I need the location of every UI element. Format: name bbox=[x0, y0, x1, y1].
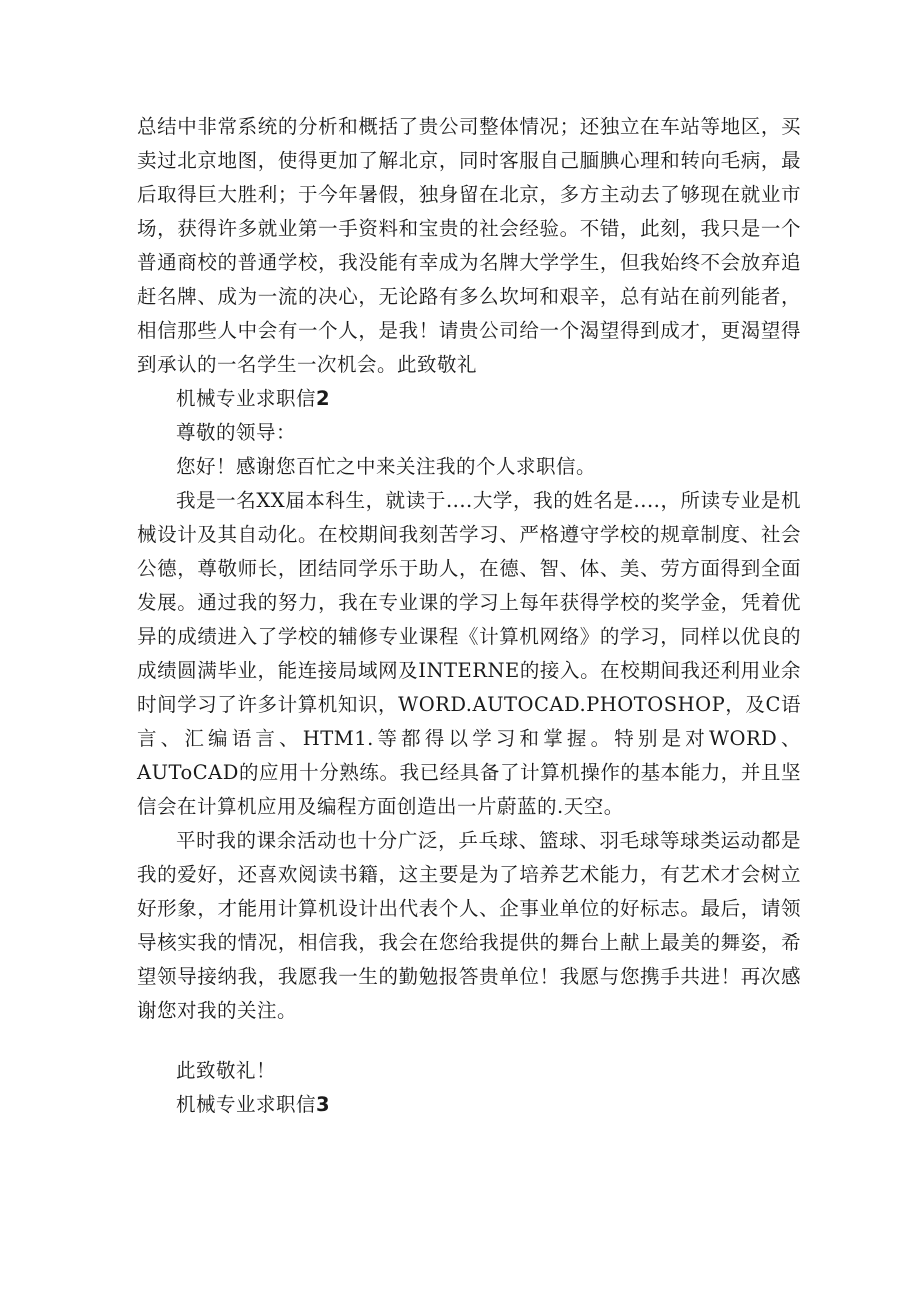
closing-line: 此致敬礼！ bbox=[176, 1059, 277, 1082]
body-paragraph-2: 平时我的课余活动也十分广泛，乒乓球、篮球、羽毛球等球类运动都是我的爱好，还喜欢阅读书籍，这主要是为了培养艺术能力，有艺术才会树立好形象，才能用计算机设计出代表个人、企事业单位的好标志。最后，请领导核实我的情况，相信我，我会在您给我提供的舞台上献上最美的舞姿，希望领导接纳我，我愿我一生的勤勉报答贵单位！我愿与您携手共进！再次感谢您对我的关注。 bbox=[137, 829, 801, 1022]
heading-2-number: 2 bbox=[316, 387, 331, 410]
letter-heading-2 bbox=[137, 382, 801, 416]
greeting: 您好！感谢您百忙之中来关注我的个人求职信。 bbox=[176, 455, 597, 478]
heading-2-text: 机械专业求职信 bbox=[176, 387, 317, 410]
heading-3-text: 机械专业求职信 bbox=[176, 1093, 317, 1116]
salutation: 尊敬的领导： bbox=[176, 421, 297, 444]
document-page bbox=[137, 110, 801, 1122]
intro-paragraph: 总结中非常系统的分析和概括了贵公司整体情况；还独立在车站等地区，买卖过北京地图，使得更加了解北京，同时客服自己腼腆心理和转向毛病，最后取得巨大胜利；于今年暑假，独身留在北京，多方主动去了够现在就业市场，获得许多就业第一手资料和宝贵的社会经验。不错，此刻，我只是一个普通商校的普通学校，我没能有幸成为名牌大学学生，但我始终不会放弃追赶名牌、成为一流的决心，无论路有多么坎坷和艰辛，总有站在前列能者，相信那些人中会有一个人，是我！请贵公司给一个渴望得到成才，更渴望得到承认的一名学生一次机会。此致敬礼 bbox=[137, 115, 801, 376]
body-paragraph-1: 我是一名XX届本科生，就读于....大学，我的姓名是....，所读专业是机械设计及其自动化。在校期间我刻苦学习、严格遵守学校的规章制度、社会公德，尊敬师长，团结同学乐于助人，在德、智、体、美、劳方面得到全面发展。通过我的努力，我在专业课的学习上每年获得学校的奖学金，凭着优异的成绩进入了学校的辅修专业课程《计算机网络》的学习，同样以优良的成绩圆满毕业，能连接局域网及INTERNE的接入。在校期间我还利用业余时间学习了许多计算机知识，WORD.AUTOCAD.PHOTOSHOP，及C语言、汇编语言、HTM1.等都得以学习和掌握。特别是对WORD、AUToCAD的应用十分熟练。我已经具备了计算机操作的基本能力，并且坚信会在计算机应用及编程方面创造出一片蔚蓝的.天空。 bbox=[137, 489, 801, 818]
heading-3-number: 3 bbox=[316, 1093, 331, 1116]
letter-heading-3 bbox=[137, 1088, 801, 1122]
